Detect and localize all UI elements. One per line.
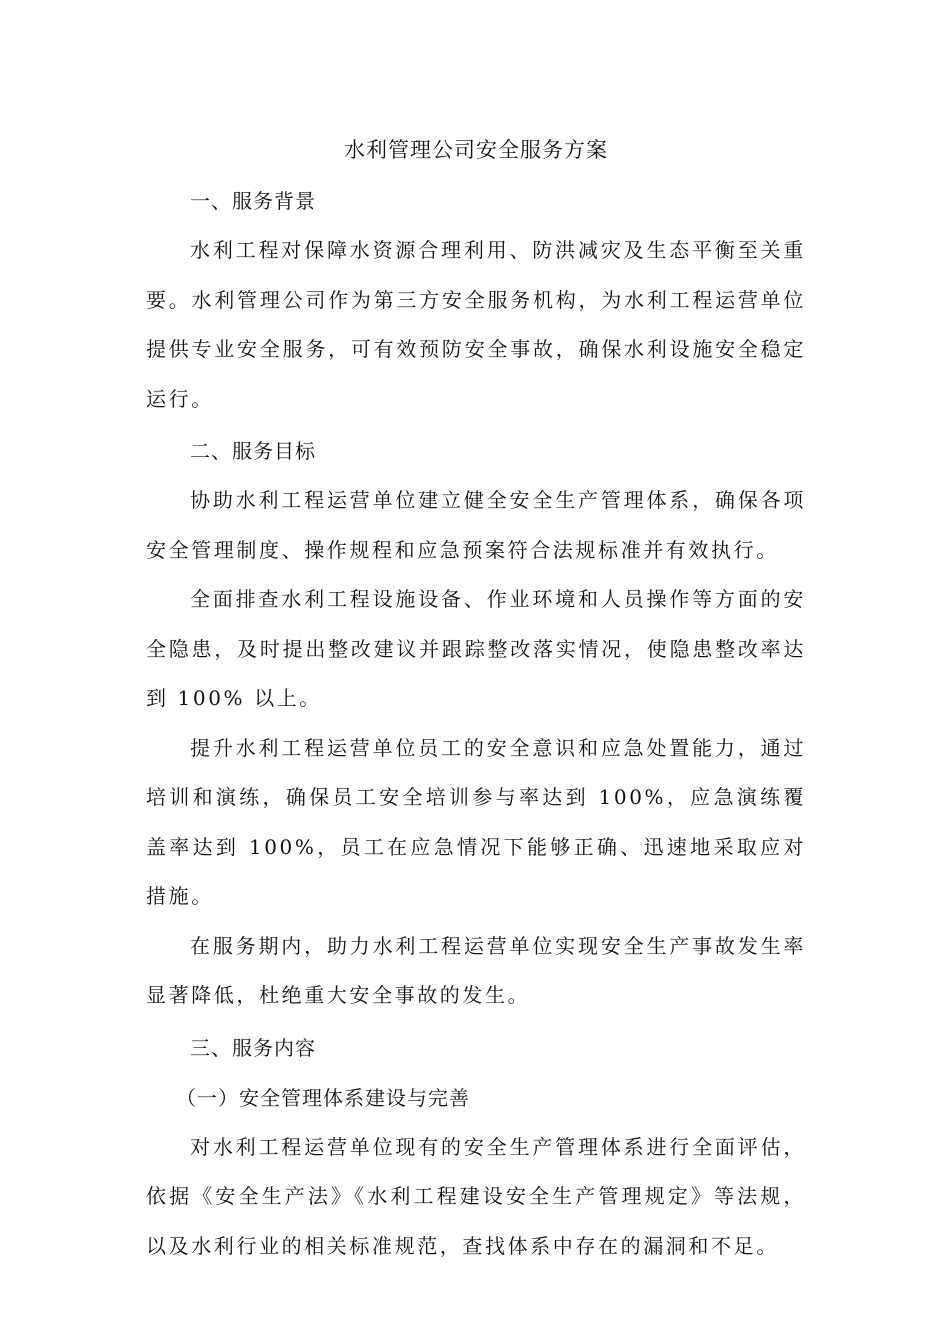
paragraph-goals-1: 协助水利工程运营单位建立健全安全生产管理体系，确保各项安全管理制度、操作规程和应急预案符合法规标准并有效执行。 (146, 488, 806, 562)
paragraph-content-1: 对水利工程运营单位现有的安全生产管理体系进行全面评估，依据《安全生产法》《水利工程建设安全生产管理规定》等法规，以及水利行业的相关标准规范，查找体系中存在的漏洞和不足。 (146, 1134, 806, 1258)
section-heading-background: 一、服务背景 (190, 189, 316, 213)
subsection-heading-safety-system: （一）安全管理体系建设与完善 (176, 1085, 470, 1110)
paragraph-goals-4: 在服务期内，助力水利工程运营单位实现安全生产事故发生率显著降低，杜绝重大安全事故的发生。 (146, 933, 806, 1007)
document-page (146, 126, 806, 1271)
section-heading-content: 三、服务内容 (190, 1035, 316, 1060)
paragraph-background-1: 水利工程对保障水资源合理利用、防洪减灾及生态平衡至关重要。水利管理公司作为第三方安全服务机构，为水利工程运营单位提供专业安全服务，可有效预防安全事故，确保水利设施安全稳定运行。 (146, 238, 806, 411)
paragraph-goals-2: 全面排查水利工程设施设备、作业环境和人员操作等方面的安全隐患，及时提出整改建议并跟踪整改落实情况，使隐患整改率达到 100% 以上。 (146, 587, 806, 710)
section-heading-goals: 二、服务目标 (190, 439, 316, 463)
document-title: 水利管理公司安全服务方案 (344, 138, 608, 162)
paragraph-goals-3: 提升水利工程运营单位员工的安全意识和应急处置能力，通过培训和演练，确保员工安全培训参与率达到 100%，应急演练覆盖率达到 100%，员工在应急情况下能够正确、迅速地采取应对措施。 (146, 735, 806, 908)
